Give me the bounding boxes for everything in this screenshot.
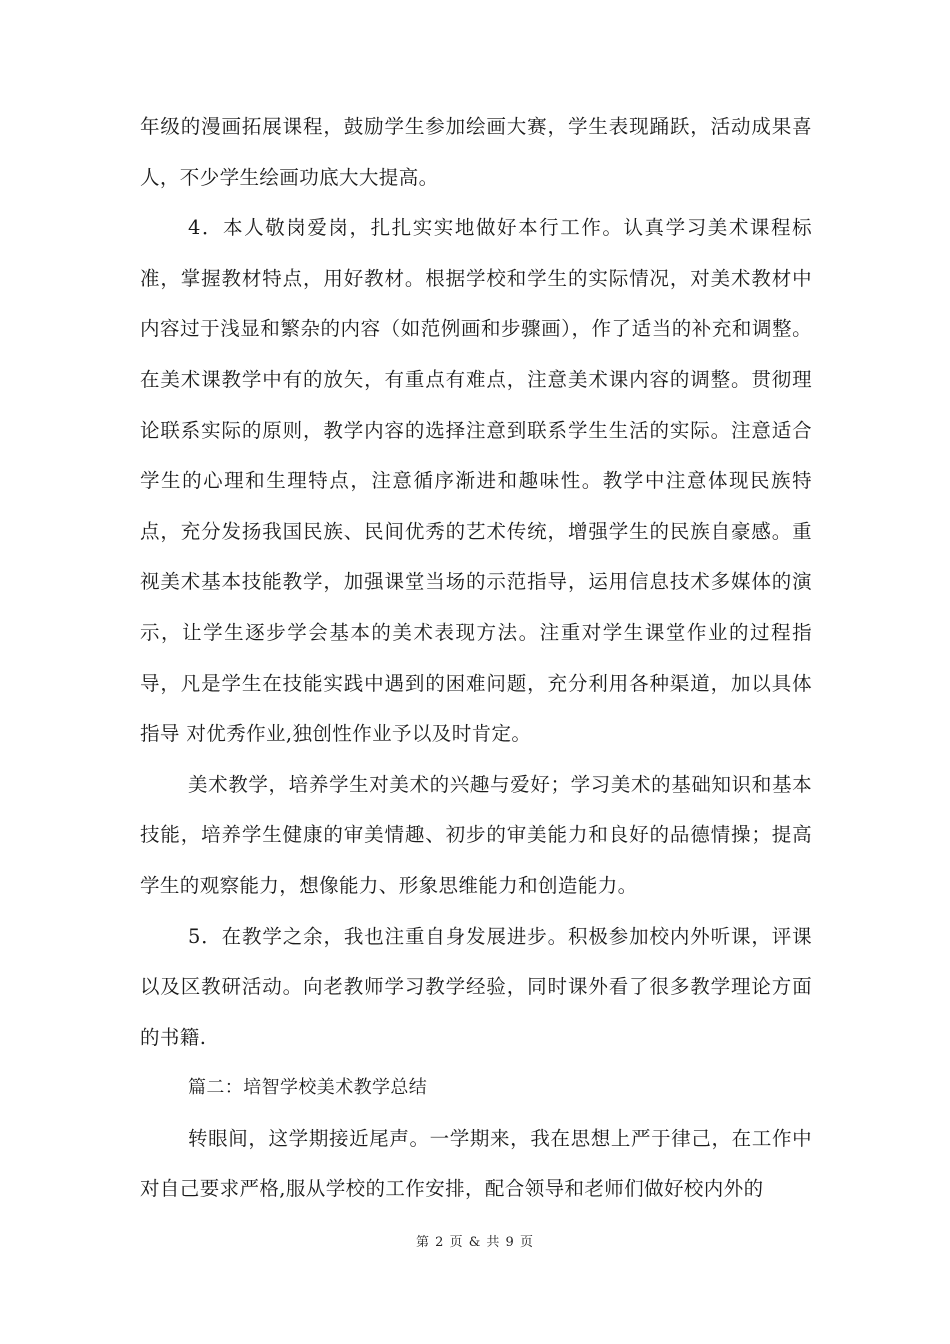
paragraph-item-5: 5．在教学之余，我也注重自身发展进步。积极参加校内外听课，评课以及区教研活动。向老教师学习教学经验，同时课外看了很多教学理论方面的书籍. <box>140 924 812 1049</box>
document-body <box>140 102 812 1215</box>
paragraph-section-two-intro: 转眼间，这学期接近尾声。一学期来，我在思想上严于律己，在工作中对自己要求严格,服从学校的工作安排，配合领导和老师们做好校内外的 <box>140 1126 812 1201</box>
paragraph-item-4: 4．本人敬岗爱岗，扎扎实实地做好本行工作。认真学习美术课程标准，掌握教材特点，用好教材。根据学校和学生的实际情况，对美术教材中内容过于浅显和繁杂的内容（如范例画和步骤画），作了适当的补充和调整。在美术课教学中有的放矢，有重点有难点，注意美术课内容的调整。贯彻理论联系实际的原则，教学内容的选择注意到联系学生生活的实际。注意适合学生的心理和生理特点，注意循序渐进和趣味性。教学中注意体现民族特点，充分发扬我国民族、民间优秀的艺术传统，增强学生的民族自豪感。重视美术基本技能教学，加强课堂当场的示范指导，运用信息技术多媒体的演示，让学生逐步学会基本的美术表现方法。注重对学生课堂作业的过程指导，凡是学生在技能实践中遇到的困难问题，充分利用各种渠道，加以具体指导 对优秀作业,独创性作业予以及时肯定。 <box>140 216 812 746</box>
paragraph-continued: 年级的漫画拓展课程，鼓励学生参加绘画大赛，学生表现踊跃，活动成果喜人，不少学生绘画功底大大提高。 <box>140 115 812 189</box>
section-heading: 篇二：培智学校美术教学总结 <box>188 1077 428 1099</box>
page-footer: 第 2 页 & 共 9 页 <box>416 1235 534 1250</box>
paragraph-art-teaching: 美术教学，培养学生对美术的兴趣与爱好；学习美术的基础知识和基本技能，培养学生健康的审美情趣、初步的审美能力和良好的品德情操；提高学生的观察能力，想像能力、形象思维能力和创造能力。 <box>140 772 812 897</box>
